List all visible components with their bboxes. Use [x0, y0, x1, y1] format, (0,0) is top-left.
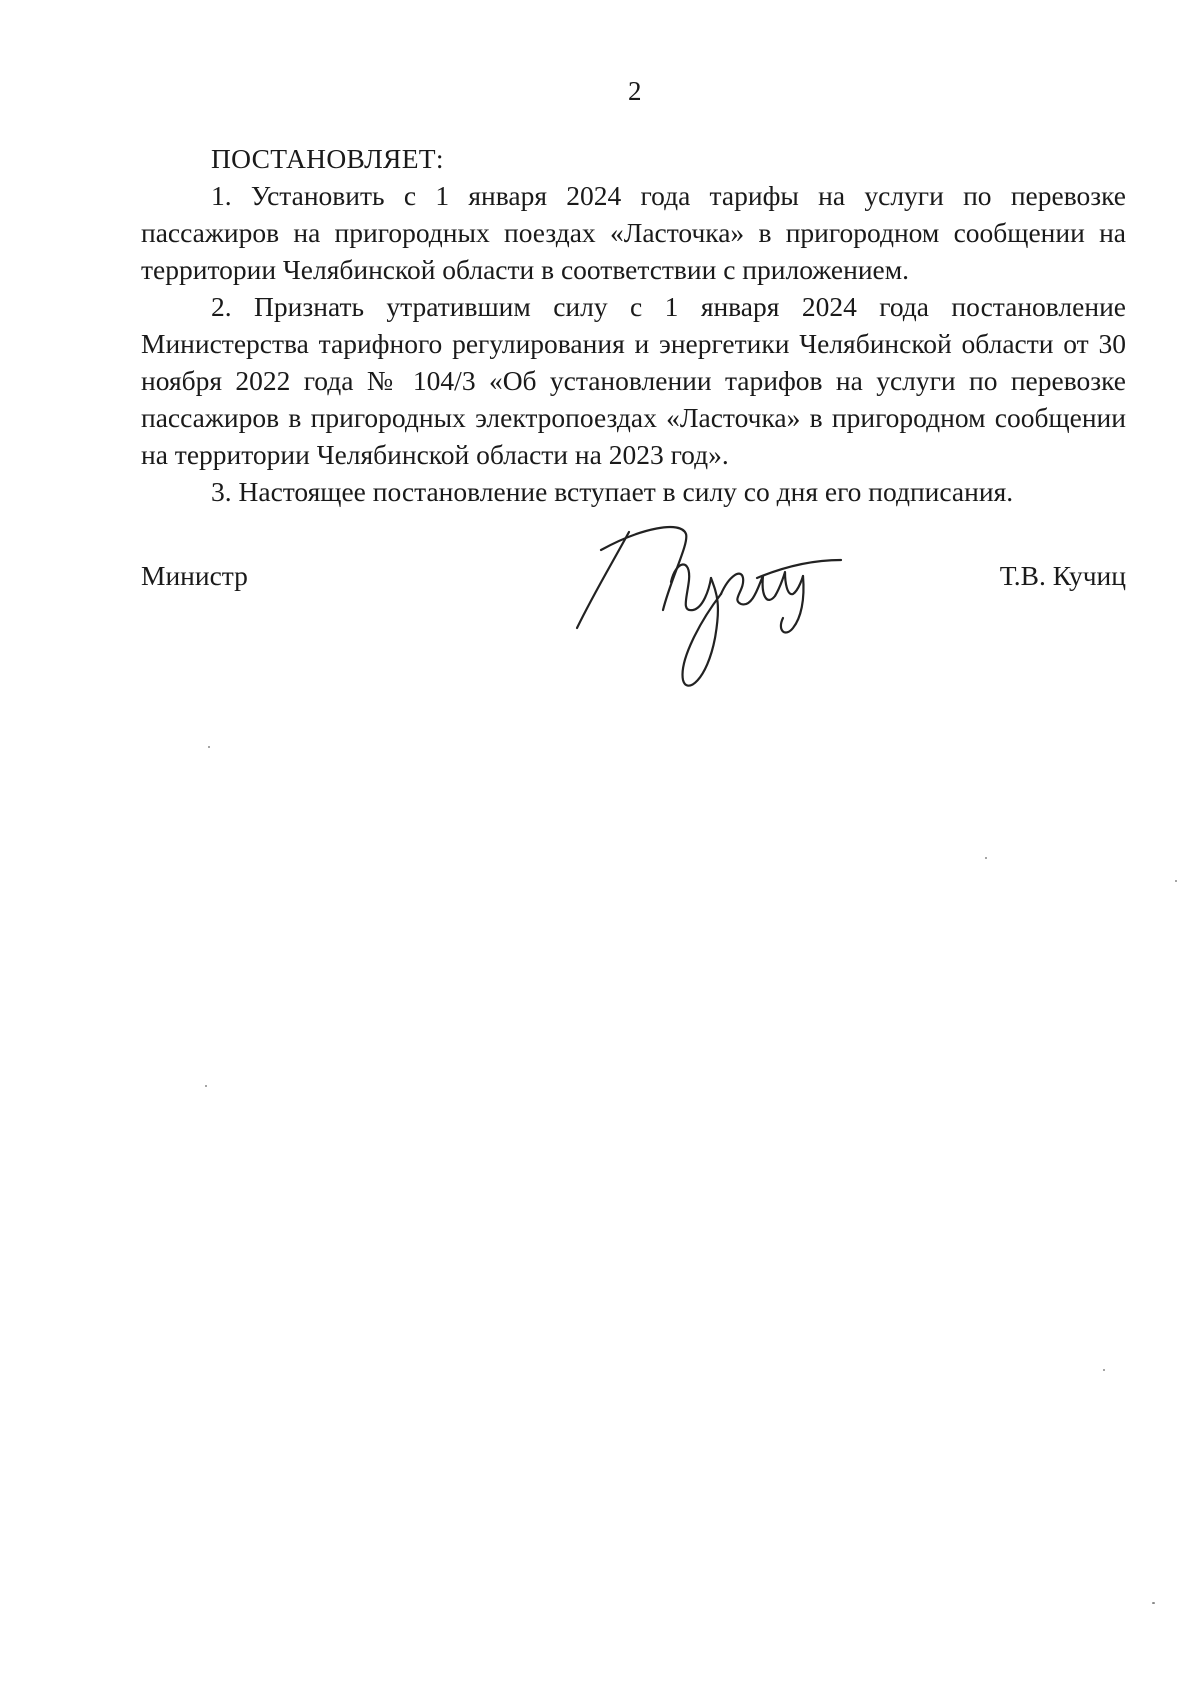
paragraph-2: 2. Признать утратившим силу с 1 января 2024 года постановление Министерства тарифного регулирования и энергетики Челябинской области от 30 ноября 2022 года № 104/3 «Об установлении тарифов на услуги по перевозке пассажиров в пригородных электропоездах «Ласточка» в пригородном сообщении на территории Челябинской области на 2023 год». — [141, 291, 1126, 470]
scan-speck — [985, 857, 987, 859]
paragraph-1: 1. Установить с 1 января 2024 года тарифы на услуги по перевозке пассажиров на пригородных поездах «Ласточка» в пригородном сообщении на территории Челябинской области в соответствии с приложением. — [141, 180, 1126, 285]
scan-speck — [205, 1085, 207, 1087]
signature-block — [141, 550, 1126, 690]
resolution-heading: ПОСТАНОВЛЯЕТ: — [211, 143, 444, 174]
scan-speck — [1175, 880, 1177, 882]
handwritten-signature — [571, 520, 861, 710]
page-number: 2 — [628, 76, 642, 106]
paragraph-3: 3. Настоящее постановление вступает в силу со дня его подписания. — [211, 476, 1014, 507]
signer-name: Т.В. Кучиц — [999, 560, 1126, 591]
signer-position: Министр — [141, 560, 248, 591]
scan-speck — [1152, 1602, 1155, 1604]
scan-speck — [208, 746, 210, 748]
scan-speck — [1103, 1369, 1105, 1371]
document-body — [141, 140, 1126, 510]
